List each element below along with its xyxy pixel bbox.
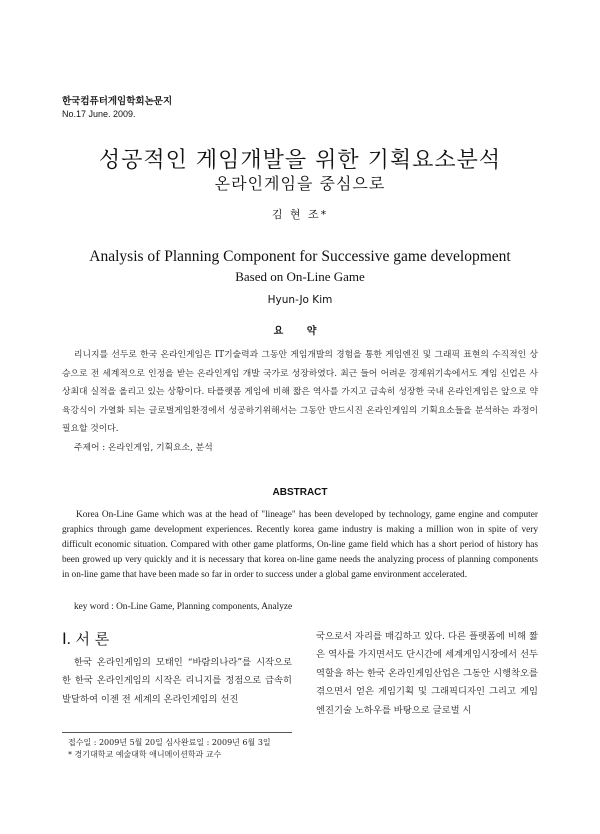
abstract-english-heading: ABSTRACT — [272, 487, 328, 498]
journal-header — [62, 96, 172, 120]
footnote — [68, 737, 271, 761]
body-column-right: 국으로서 자리를 매김하고 있다. 다른 플랫폼에 비해 짧은 역사를 가지면서도 단시간에 세계게임시장에서 선두역할을 하는 한국 온라인게임산업은 그동안 시행착오를 겪으면서 얻은 게임기획 및 그래픽디자인 그리고 게임엔진기술 노하우를 바탕으로 글로벌 시 — [316, 631, 538, 716]
paper-subtitle-english: Based on On-Line Game — [235, 269, 365, 284]
paper-subtitle-korean: 온라인게임을 중심으로 — [214, 174, 386, 193]
footnote-divider — [62, 732, 292, 733]
footnote-dates: 접수일 : 2009년 5월 20일 심사완료일 : 2009년 6월 3일 — [68, 738, 271, 747]
author-korean: 김 현 조* — [271, 208, 329, 221]
section-heading — [62, 628, 109, 649]
journal-name: 한국컴퓨터게임학회논문지 — [62, 97, 173, 107]
paper-title-english: Analysis of Planning Component for Successive game development — [89, 248, 511, 265]
journal-issue: No.17 June. 2009. — [62, 109, 136, 119]
footnote-affiliation: * 경기대학교 예술대학 애니메이션학과 교수 — [68, 750, 222, 759]
abstract-korean-heading: 요 약 — [273, 326, 327, 337]
keywords-korean: 주제어 : 온라인게임, 기획요소, 분석 — [74, 443, 213, 453]
abstract-english: Korea On-Line Game which was at the head of "lineage" has been developed by technology, game engine and computer graphics through game development experiences. Recently korea game industry is making a million won in spite of very difficult economic situation. Compared with other game platforms, On-line game field which has a short period of history has been growed up very quickly and it is necessary that korea on-line game needs the analyzing process of planning components in on-line game that have been made so far in order to success under a global game environment accelerated. — [62, 510, 538, 580]
section-number: Ⅰ. — [62, 631, 71, 648]
abstract-korean: 리니지를 선두로 한국 온라인게임은 IT기술력과 그동안 게임개발의 경험을 통한 게임엔진 및 그래픽 표현의 수직적인 상승으로 전 세계적으로 인정을 받는 온라인게임 개발 국가로 성장하였다. 최근 들어 어려운 경제위기속에서도 게임 신업은 사상최대 실적을 올리고 있는 상황이다. 타플랫폼 게임에 비해 짧은 역사를 가지고 급속히 성장한 국내 온라인게임은 앞으로 약육강식이 가열화 되는 글로벌게임환경에서 성공하기위해서는 그동안 반드시진 온라인게임의 기획요소들을 분석하는 과정이 필요할 것이다. — [62, 350, 538, 435]
section-title: 서 론 — [75, 630, 110, 648]
author-english: Hyun-Jo Kim — [267, 294, 333, 306]
keywords-english: key word : On-Line Game, Planning components, Analyze — [74, 602, 293, 612]
body-column-left: 한국 온라인게임의 모태인 “바람의나라”를 시작으로 한 한국 온라인게임의 시작은 리니지를 정점으로 급속히 발달하여 이젠 전 세계의 온라인게임의 선진 — [62, 657, 292, 705]
paper-title-korean: 성공적인 게임개발을 위한 기획요소분석 — [98, 148, 502, 173]
